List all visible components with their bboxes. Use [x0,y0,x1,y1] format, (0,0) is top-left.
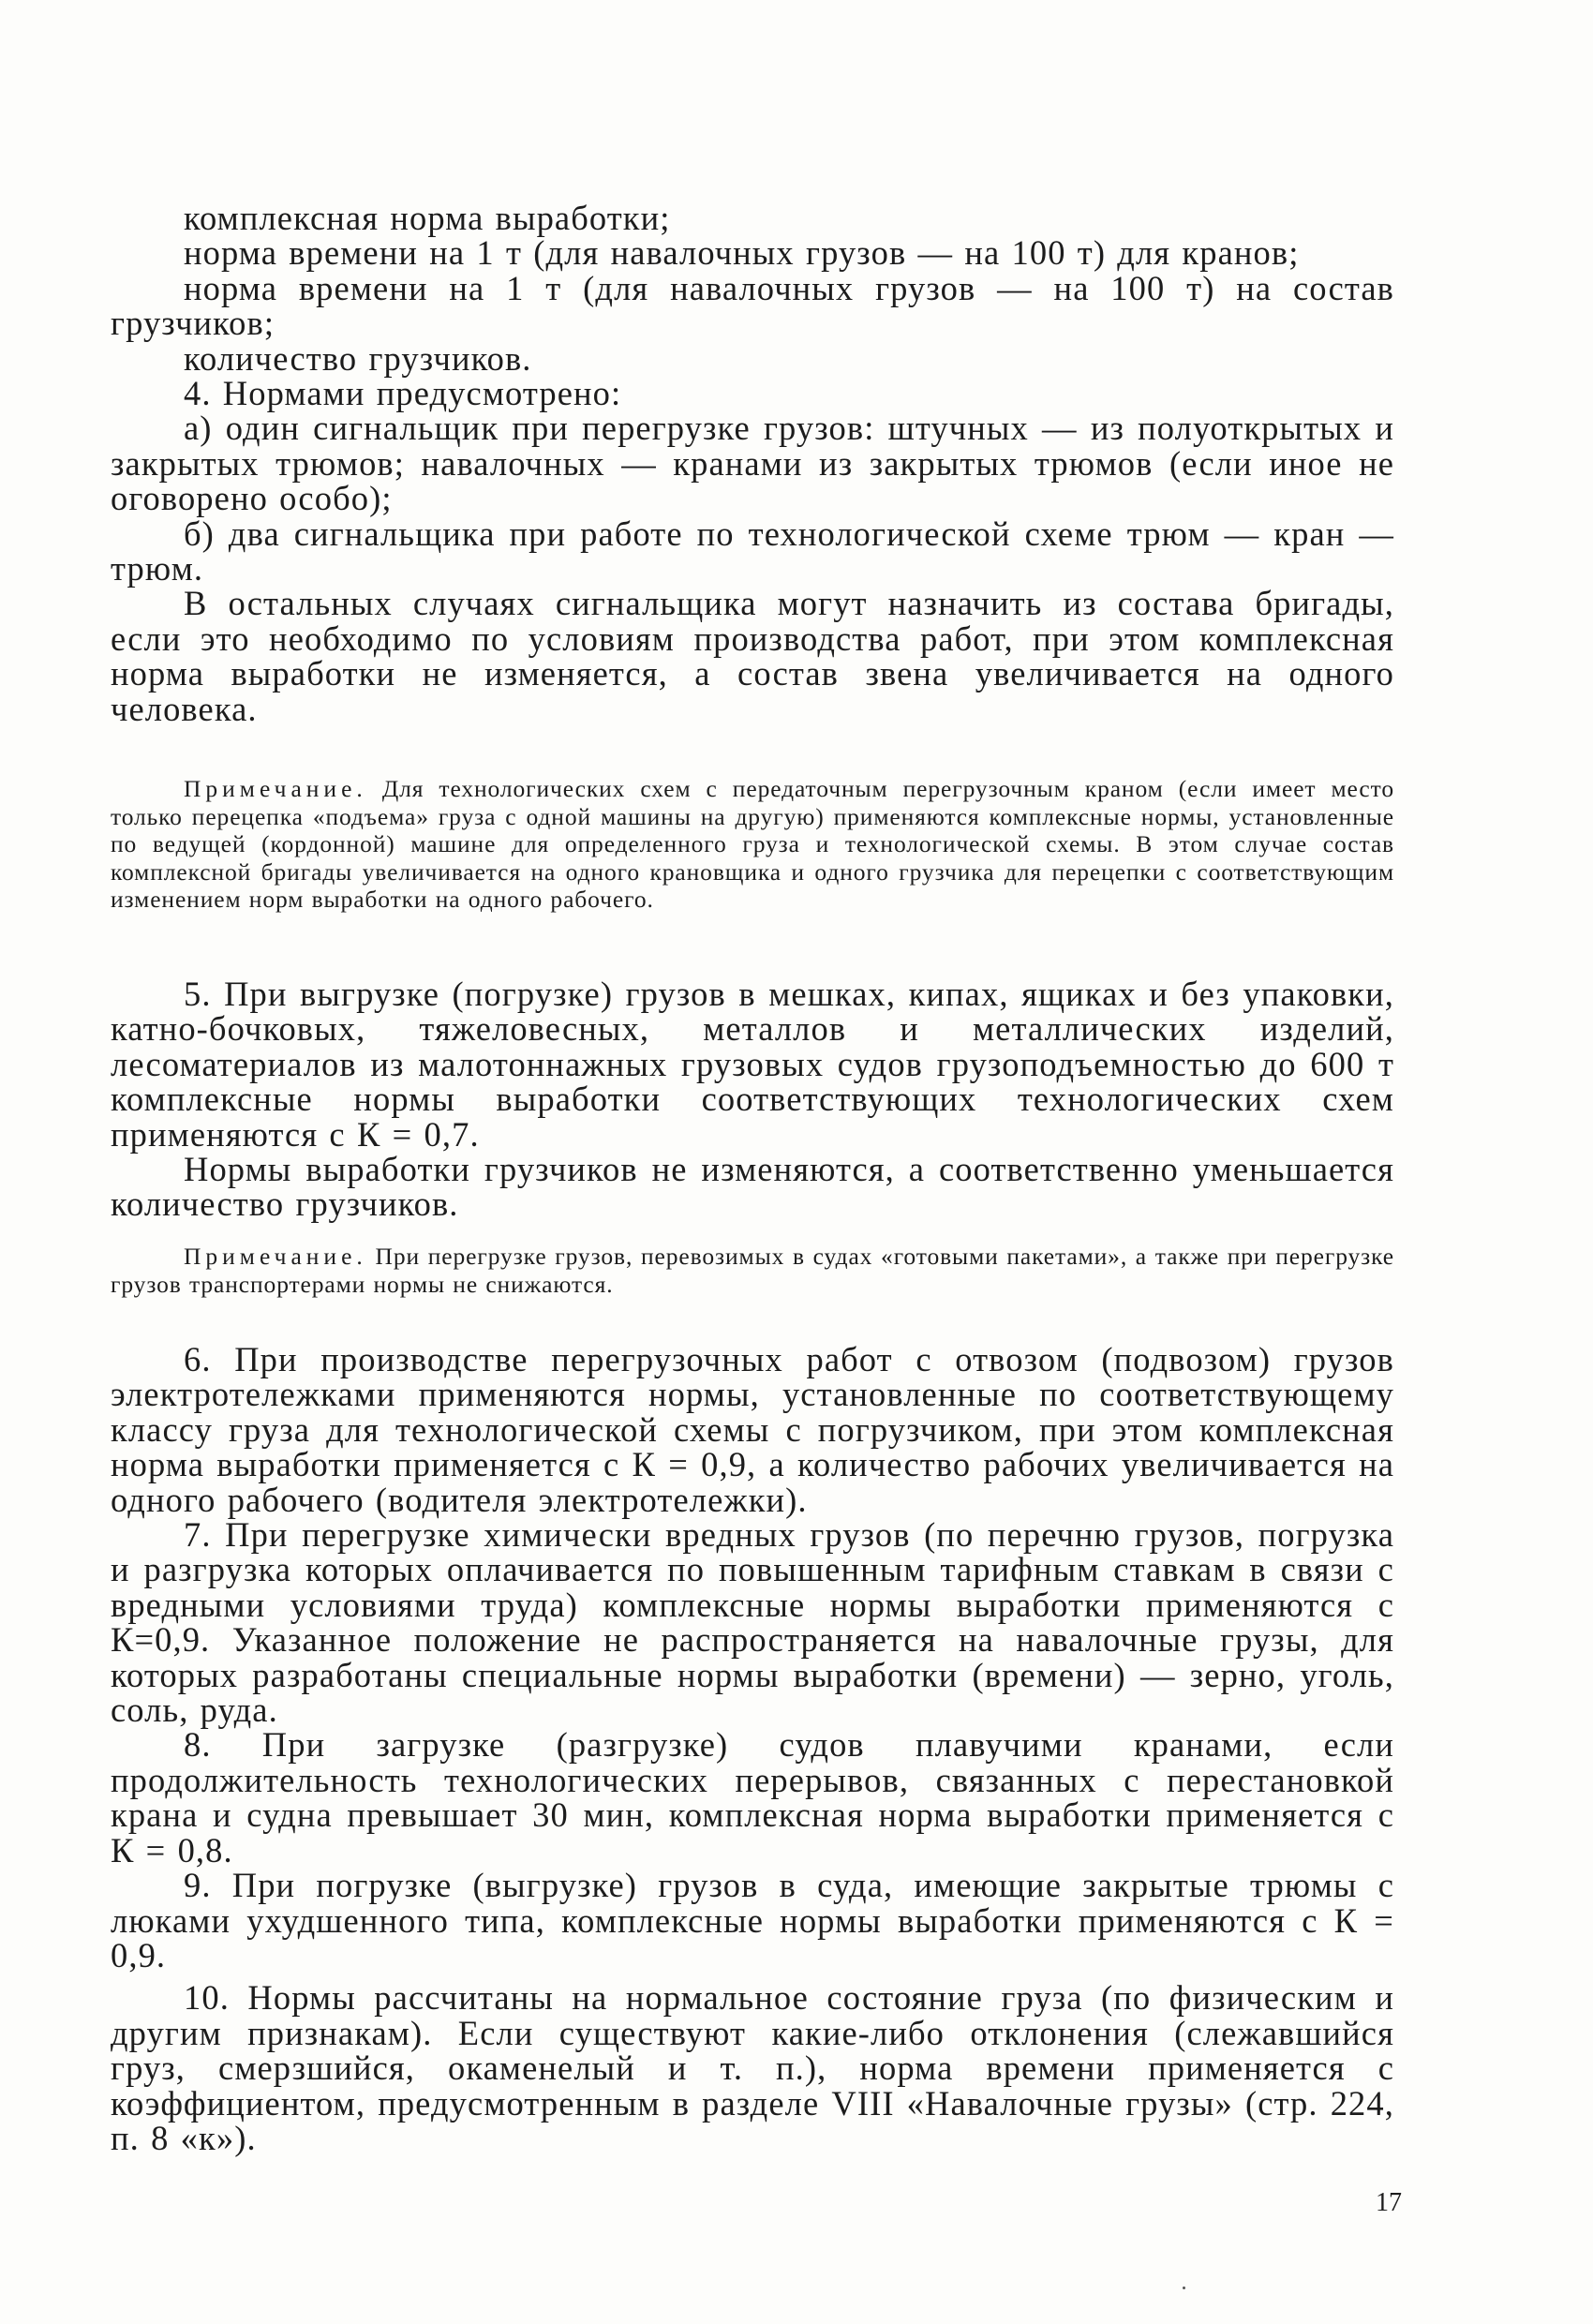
page-number: 17 [1376,2188,1402,2217]
paragraph-item-6: 6. При производстве перегрузочных работ с отвозом (подвозом) грузов электротележками применяются нормы, установленные по соответствующему классу груза для технологической схемы с погрузчиком, при этом комплексная норма выработки применяется с К = 0,9, а количество рабочих увеличивается на одного рабочего (водителя электротележки). [111,1340,1394,1519]
note-paragraph [111,775,1394,914]
paragraph-item-8: 8. При загрузке (разгрузке) судов плавучими кранами, если продолжительность технологических перерывов, связанных с перестановкой крана и судна превышает 30 мин, комплексная норма выработки применяется с К = 0,8. [111,1725,1394,1870]
paragraph-item-4a: а) один сигнальщик при перегрузке грузов: штучных — из полуоткрытых и закрытых трюмов; навалочных — кранами из закрытых трюмов (если иное не оговорено особо); [111,409,1394,518]
paragraph-item-10: 10. Нормы рассчитаны на нормальное состояние груза (по физическим и другим признакам). Если существуют какие-либо отклонения (слежавшийся груз, смерзшийся, окаменелый и т. п.), норма времени применяется с коэффициентом, предусмотренным в разделе VIII «Навалочные грузы» (стр. 224, п. 8 «к»). [111,1978,1394,2157]
note-label: Примечание. [184,1243,367,1270]
note-transfer-crane [111,775,1394,914]
paragraph-complex-norm: комплексная норма выработки; [184,199,671,237]
paragraph-item-7: 7. При перегрузке химически вредных грузов (по перечню грузов, погрузка и разгрузка которых оплачивается по повышенным тарифным ставкам в связи с вредными условиями труда) комплексные нормы выработки применяются с К=0,9. Указанное положение не распространяется на навалочные грузы, для которых разработаны специальные нормы выработки (времени) — зерно, уголь, соль, руда. [111,1515,1394,1730]
paragraph-item-5: 5. При выгрузке (погрузке) грузов в мешках, кипах, ящиках и без упаковки, катно-бочковых, тяжеловесных, металлов и металлических изделий, лесоматериалов из малотоннажных грузовых судов грузоподъемностью до 600 т комплексные нормы выработки соответствующих технологических схем применяются с К = 0,7. [111,975,1394,1154]
paragraph-loader-count: количество грузчиков. [184,338,532,378]
text-block-item-5 [111,976,1394,1222]
note-text: При перегрузке грузов, перевозимых в судах «готовыми пакетами», а также при перегрузке грузов транспортерами нормы не снижаются. [111,1243,1395,1298]
scan-speck [1183,2287,1185,2289]
note-text: Для технологических схем с передаточным перегрузочным краном (если имеет место только перецепка «подъема» груза с одной машины на другую) применяются комплексные нормы, установленные по ведущей (кордонной) машине для определенного груза и технологической схемы. В этом случае состав комплексной бригады увеличивается на одного крановщика и одного грузчика для перецепки с соответствующим изменением норм выработки на одного рабочего. [111,775,1394,913]
paragraph-item-4: 4. Нормами предусмотрено: [184,374,622,413]
paragraph-time-norm-loaders: норма времени на 1 т (для навалочных грузов — на 100 т) на состав грузчиков; [111,268,1394,343]
paragraph-signalman-other-cases: В остальных случаях сигнальщика могут назначить из состава бригады, если это необходимо по условиям производства работ, при этом комплексная норма выработки не изменяется, а состав звена увеличивается на одного человека. [111,584,1394,728]
paragraph-loader-norms: Нормы выработки грузчиков не изменяются, а соответственно уменьшается количество грузчиков. [111,1150,1394,1224]
text-block-items-6-10 [111,1342,1394,2155]
paragraph-item-9: 9. При погрузке (выгрузке) грузов в суда, имеющие закрытые трюмы с люками ухудшенного типа, комплексные нормы выработки применяются с К = 0,9. [111,1866,1394,1974]
note-ready-packages [111,1243,1394,1298]
note-paragraph [111,1243,1394,1298]
paragraph-time-norm-cranes: норма времени на 1 т (для навалочных грузов — на 100 т) для кранов; [184,233,1300,273]
paragraph-item-4b: б) два сигнальщика при работе по технологической схеме трюм — кран — трюм. [111,514,1394,588]
text-block-norms [111,201,1394,726]
note-label: Примечание. [184,775,367,802]
